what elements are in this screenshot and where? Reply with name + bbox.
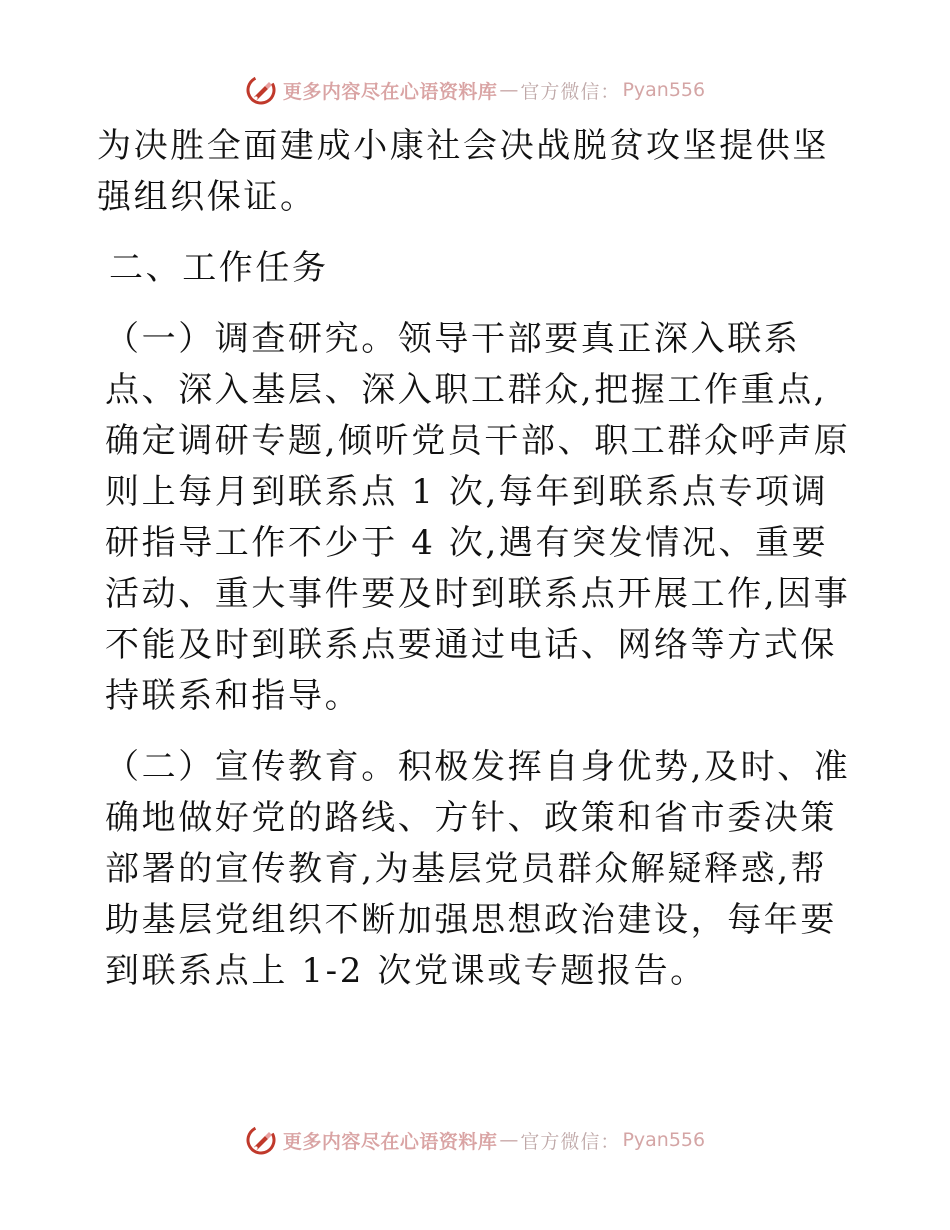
footer-watermark [0, 1120, 950, 1160]
pen-logo-icon [245, 74, 277, 106]
paragraph-education: （二）宣传教育。积极发挥自身优势,及时、准确地做好党的路线、方针、政策和省市委决策部署的宣传教育,为基层党员群众解疑释惑,帮助基层党组织不断加强思想政治建设，每年要到联系点上 1-2 次党课或专题报告。 [105, 747, 851, 991]
section-heading: 二、工作任务 [109, 248, 329, 288]
paragraph-continuation: 为决胜全面建成小康社会决战脱贫攻坚提供坚强组织保证。 [97, 126, 829, 217]
watermark-wechat-label: 官方微信： [520, 1130, 621, 1153]
header-watermark [0, 70, 950, 110]
watermark-dash: — [499, 1129, 519, 1151]
watermark-main-text: 更多内容尽在心语资料库 [282, 1130, 498, 1153]
watermark-dash: — [499, 79, 519, 101]
document-body [97, 121, 857, 997]
pen-logo-icon [245, 1124, 277, 1156]
watermark-wechat-id: Pyan556 [622, 1129, 706, 1151]
paragraph-research: （一）调查研究。领导干部要真正深入联系点、深入基层、深入职工群众,把握工作重点,确定调研专题,倾听党员干部、职工群众呼声原则上每月到联系点 1 次,每年到联系点专项调研指导工作不少于 4 次,遇有突发情况、重要活动、重大事件要及时到联系点开展工作,因事不能及时到联系点要通过电话、网络等方式保持联系和指导。 [105, 319, 851, 716]
watermark-wechat-id: Pyan556 [622, 79, 706, 101]
watermark-wechat-label: 官方微信： [520, 80, 621, 103]
watermark-main-text: 更多内容尽在心语资料库 [282, 80, 498, 103]
